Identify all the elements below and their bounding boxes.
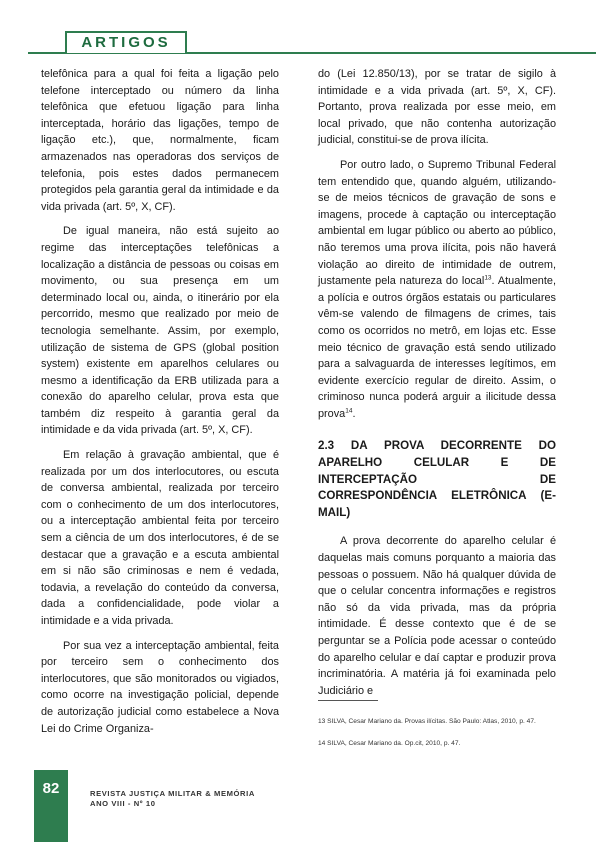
- paragraph-text: Por outro lado, o Supremo Tribunal Federal tem entendido que, quando alguém, utilizando-se de meios técnicos de gravação de sons e imagens, procede à captação ou interceptação ambiental em lugar público ou aberto ao público, não teremos uma prova ilícita, pois não haverá violação ao direito de intimidade de outrem, justamente pela natureza do local: [318, 158, 556, 288]
- journal-info: [90, 789, 255, 809]
- footnote-divider: [318, 700, 378, 701]
- right-column: [318, 66, 556, 707]
- paragraph: [318, 157, 556, 423]
- paragraph: Em relação à gravação ambiental, que é realizada por um dos interlocutores, ou escuta de conversa ambiental, realizada por terceiro com o conhecimento de um dos interlocutores, ou a interceptação ambiental feita por terceiro sem a ciência de um dos interlocutores, é de se destacar que a gravação e a escuta ambiental em si não são criminosas e nem é vedada, todavia, a revelação do conteúdo da conversa, dada a confidencialidade, pode violar a intimidade e a vida privada.: [41, 449, 279, 627]
- page-number: 82: [34, 770, 68, 842]
- paragraph: A prova decorrente do aparelho celular é daquelas mais comuns porquanto a maioria das pessoas o possuem. Não há qualquer dúvida de que o celular concentra informações e registros não só da vida privada, mas da própria intimidade. É desse contexto que é de se perguntar se a Polícia pode acessar o conteúdo do aparelho celular e daí captar e produzir prova incriminatória. A matéria já foi examinada pelo Judiciário e: [318, 535, 556, 697]
- journal-issue: ANO VIII - Nº 10: [90, 799, 156, 808]
- footnote-ref-13[interactable]: 13: [484, 274, 492, 282]
- left-column: [41, 66, 279, 745]
- paragraph: do (Lei 12.850/13), por se tratar de sigilo à intimidade e a vida privada (art. 5º, X, CF). Portanto, prova realizada por esse meio, em local privado, que não contenha autorização judicial, constitui-se de prova ilícita.: [318, 68, 556, 147]
- footnote-14: 14 SILVA, Cesar Mariano da. Op.cit, 2010, p. 47.: [318, 740, 461, 747]
- section-label: ARTIGOS: [65, 31, 187, 53]
- paragraph-text: .: [352, 407, 356, 420]
- section-subheading: 2.3 DA PROVA DECORRENTE DO APARELHO CELULAR E DE INTERCEPTAÇÃO DE CORRESPONDÊNCIA ELETRÔNICA (E-MAIL): [318, 439, 556, 519]
- footnote-13: 13 SILVA, Cesar Mariano da. Provas ilícitas. São Paulo: Atlas, 2010, p. 47.: [318, 718, 536, 725]
- paragraph: Por sua vez a interceptação ambiental, feita por terceiro sem o conhecimento dos interlocutores, que são monitorados ou vigiados, como ocorre na investigação policial, depende de autorização judicial como estabelece a Nova Lei do Crime Organiza-: [41, 639, 279, 735]
- paragraph-text: . Atualmente, a polícia e outros órgãos estatais ou particulares vêm-se valendo de filmagens de crimes, tais como os ocorridos no metrô, em lojas etc. Esse meio técnico de gravação está sendo utilizado para a salvaguarda de interesses legítimos, em evidente exercício regular de direito. Assim, o criminoso nunca poderá arguir a ilicitude dessa prova: [318, 275, 556, 420]
- journal-title: REVISTA JUSTIÇA MILITAR & MEMÓRIA: [90, 789, 255, 798]
- paragraph: telefônica para a qual foi feita a ligação pelo telefone interceptado ou número da linha telefônica que efetuou ligação para linha interceptada, horário das ligações, tempo de ligação etc.), que, normalmente, ficam armazenados nas operadoras dos serviços de telefonia, pois estes dados permanecem protegidos pela garantia geral da intimidade e da vida privada (art. 5º, X, CF).: [41, 68, 279, 213]
- paragraph: De igual maneira, não está sujeito ao regime das interceptações telefônicas a localização a distância de pessoas ou coisas em movimento, ou sua presença em um determinado local ou, ainda, o itinerário por ela percorrido, mesmo que realizado por meio de tecnologia semelhante. Assim, por exemplo, utilização de sistema de GPS (global position system) existente em aparelhos celulares ou mesmo a identificação da ERB utilizada para a conexão do aparelho celular, prova esta que também diz respeito à garantia geral da intimidade e da vida privada (art. 5º, X, CF).: [41, 225, 279, 437]
- footnote-ref-14[interactable]: 14: [345, 407, 353, 415]
